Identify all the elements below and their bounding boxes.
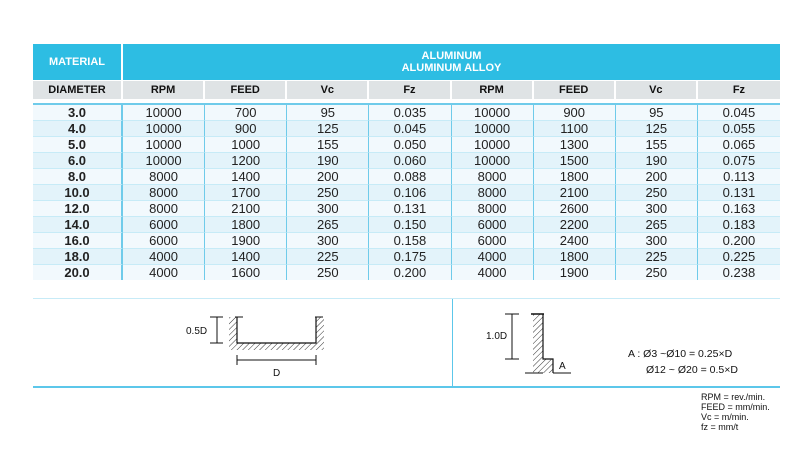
diameter-cell: 8.0 bbox=[33, 168, 123, 184]
value-cell: 10000 bbox=[123, 103, 205, 120]
value-cell: 1300 bbox=[534, 136, 616, 152]
value-cell: 300 bbox=[616, 232, 698, 248]
value-cell: 0.225 bbox=[698, 248, 780, 264]
value-cell: 1800 bbox=[534, 168, 616, 184]
table-row bbox=[33, 136, 780, 152]
legend-rpm: RPM = rev./min. bbox=[701, 392, 766, 402]
formula-line-1: A : Ø3 ~Ø10 = 0.25×D bbox=[628, 348, 733, 360]
value-cell: 250 bbox=[287, 264, 369, 280]
table-row bbox=[33, 103, 780, 120]
diameter-cell: 14.0 bbox=[33, 216, 123, 232]
value-cell: 10000 bbox=[452, 136, 534, 152]
legend-fz: fz = mm/t bbox=[701, 422, 739, 432]
value-cell: 4000 bbox=[123, 248, 205, 264]
value-cell: 0.113 bbox=[698, 168, 780, 184]
material-header: MATERIAL bbox=[33, 44, 123, 80]
value-cell: 1400 bbox=[205, 168, 287, 184]
value-cell: 155 bbox=[616, 136, 698, 152]
slot-width-label: D bbox=[273, 368, 281, 379]
value-cell: 6000 bbox=[452, 216, 534, 232]
value-cell: 0.131 bbox=[369, 200, 451, 216]
column-header-feed: FEED bbox=[205, 80, 287, 103]
value-cell: 2100 bbox=[205, 200, 287, 216]
value-cell: 10000 bbox=[123, 120, 205, 136]
value-cell: 300 bbox=[287, 200, 369, 216]
value-cell: 1000 bbox=[205, 136, 287, 152]
material-name-header bbox=[123, 44, 780, 80]
value-cell: 0.060 bbox=[369, 152, 451, 168]
value-cell: 200 bbox=[616, 168, 698, 184]
value-cell: 95 bbox=[616, 103, 698, 120]
value-cell: 0.106 bbox=[369, 184, 451, 200]
value-cell: 0.183 bbox=[698, 216, 780, 232]
value-cell: 265 bbox=[616, 216, 698, 232]
value-cell: 0.075 bbox=[698, 152, 780, 168]
value-cell: 200 bbox=[287, 168, 369, 184]
value-cell: 0.045 bbox=[698, 103, 780, 120]
value-cell: 2100 bbox=[534, 184, 616, 200]
legend-vc: Vc = m/min. bbox=[701, 412, 749, 422]
table-row bbox=[33, 264, 780, 280]
diameter-cell: 4.0 bbox=[33, 120, 123, 136]
value-cell: 300 bbox=[616, 200, 698, 216]
material-sub: ALUMINUM ALLOY bbox=[401, 62, 502, 74]
value-cell: 10000 bbox=[123, 136, 205, 152]
value-cell: 8000 bbox=[123, 184, 205, 200]
table-row bbox=[33, 200, 780, 216]
value-cell: 0.150 bbox=[369, 216, 451, 232]
value-cell: 0.131 bbox=[698, 184, 780, 200]
value-cell: 900 bbox=[534, 103, 616, 120]
value-cell: 225 bbox=[287, 248, 369, 264]
value-cell: 2400 bbox=[534, 232, 616, 248]
diameter-header: DIAMETER bbox=[33, 80, 123, 103]
value-cell: 0.045 bbox=[369, 120, 451, 136]
table-row bbox=[33, 248, 780, 264]
value-cell: 8000 bbox=[123, 168, 205, 184]
value-cell: 0.065 bbox=[698, 136, 780, 152]
value-cell: 8000 bbox=[452, 200, 534, 216]
value-cell: 155 bbox=[287, 136, 369, 152]
value-cell: 4000 bbox=[123, 264, 205, 280]
value-cell: 1100 bbox=[534, 120, 616, 136]
value-cell: 225 bbox=[616, 248, 698, 264]
cutting-conditions-table bbox=[33, 44, 780, 280]
value-cell: 8000 bbox=[452, 168, 534, 184]
value-cell: 250 bbox=[287, 184, 369, 200]
value-cell: 0.200 bbox=[369, 264, 451, 280]
value-cell: 2200 bbox=[534, 216, 616, 232]
value-cell: 1400 bbox=[205, 248, 287, 264]
table-row bbox=[33, 120, 780, 136]
slot-diagram bbox=[33, 299, 452, 386]
value-cell: 0.088 bbox=[369, 168, 451, 184]
diameter-cell: 3.0 bbox=[33, 103, 123, 120]
value-cell: 265 bbox=[287, 216, 369, 232]
value-cell: 8000 bbox=[123, 200, 205, 216]
table-row bbox=[33, 152, 780, 168]
value-cell: 6000 bbox=[123, 232, 205, 248]
value-cell: 0.035 bbox=[369, 103, 451, 120]
slot-depth-label: 0.5D bbox=[186, 326, 208, 337]
value-cell: 95 bbox=[287, 103, 369, 120]
diameter-cell: 12.0 bbox=[33, 200, 123, 216]
table-row bbox=[33, 168, 780, 184]
value-cell: 4000 bbox=[452, 248, 534, 264]
value-cell: 6000 bbox=[452, 232, 534, 248]
side-depth-label: 1.0D bbox=[486, 331, 508, 342]
column-header-feed: FEED bbox=[534, 80, 616, 103]
column-header-rpm: RPM bbox=[452, 80, 534, 103]
value-cell: 0.238 bbox=[698, 264, 780, 280]
value-cell: 1500 bbox=[534, 152, 616, 168]
value-cell: 10000 bbox=[452, 103, 534, 120]
units-legend bbox=[701, 392, 770, 432]
table-row bbox=[33, 184, 780, 200]
value-cell: 0.050 bbox=[369, 136, 451, 152]
diameter-cell: 16.0 bbox=[33, 232, 123, 248]
value-cell: 4000 bbox=[452, 264, 534, 280]
value-cell: 10000 bbox=[123, 152, 205, 168]
value-cell: 250 bbox=[616, 264, 698, 280]
column-header-fz: Fz bbox=[369, 80, 451, 103]
value-cell: 0.200 bbox=[698, 232, 780, 248]
value-cell: 125 bbox=[616, 120, 698, 136]
value-cell: 1600 bbox=[205, 264, 287, 280]
value-cell: 6000 bbox=[123, 216, 205, 232]
column-header-rpm: RPM bbox=[123, 80, 205, 103]
diameter-cell: 20.0 bbox=[33, 264, 123, 280]
value-cell: 10000 bbox=[452, 120, 534, 136]
diagram-section bbox=[33, 298, 780, 388]
value-cell: 0.158 bbox=[369, 232, 451, 248]
value-cell: 0.175 bbox=[369, 248, 451, 264]
column-header-vc: Vc bbox=[616, 80, 698, 103]
value-cell: 0.163 bbox=[698, 200, 780, 216]
column-header-vc: Vc bbox=[287, 80, 369, 103]
value-cell: 250 bbox=[616, 184, 698, 200]
column-header-fz: Fz bbox=[698, 80, 780, 103]
value-cell: 1800 bbox=[534, 248, 616, 264]
value-cell: 1200 bbox=[205, 152, 287, 168]
value-cell: 125 bbox=[287, 120, 369, 136]
value-cell: 10000 bbox=[452, 152, 534, 168]
value-cell: 300 bbox=[287, 232, 369, 248]
value-cell: 0.055 bbox=[698, 120, 780, 136]
legend-feed: FEED = mm/min. bbox=[701, 402, 770, 412]
value-cell: 2600 bbox=[534, 200, 616, 216]
value-cell: 1800 bbox=[205, 216, 287, 232]
value-cell: 8000 bbox=[452, 184, 534, 200]
material-name: ALUMINUM bbox=[421, 50, 482, 62]
value-cell: 900 bbox=[205, 120, 287, 136]
table-row bbox=[33, 216, 780, 232]
value-cell: 190 bbox=[616, 152, 698, 168]
value-cell: 1700 bbox=[205, 184, 287, 200]
table-row bbox=[33, 232, 780, 248]
formula-line-2: Ø12 ~ Ø20 = 0.5×D bbox=[646, 364, 738, 376]
value-cell: 190 bbox=[287, 152, 369, 168]
diameter-cell: 10.0 bbox=[33, 184, 123, 200]
value-cell: 1900 bbox=[534, 264, 616, 280]
value-cell: 700 bbox=[205, 103, 287, 120]
diameter-cell: 6.0 bbox=[33, 152, 123, 168]
diameter-cell: 18.0 bbox=[33, 248, 123, 264]
diameter-cell: 5.0 bbox=[33, 136, 123, 152]
side-width-label: A bbox=[559, 361, 566, 372]
value-cell: 1900 bbox=[205, 232, 287, 248]
